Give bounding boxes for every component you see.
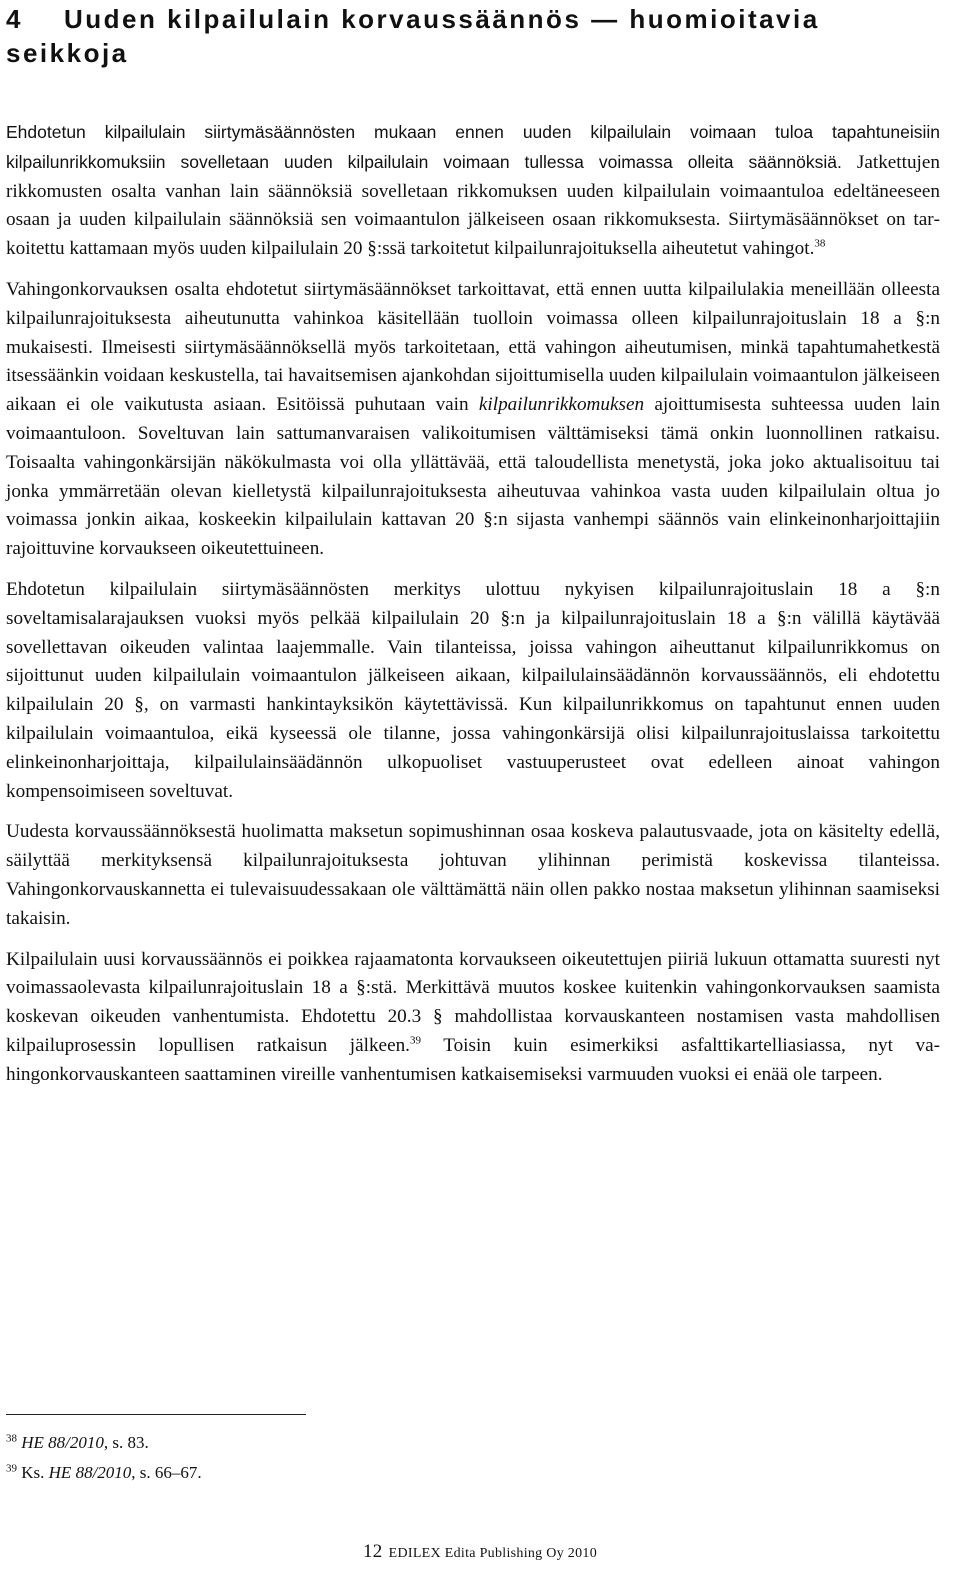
page-footer	[0, 1541, 960, 1563]
paragraph-2-text-start: Vahingonkorvauksen osalta ehdotetut siirtymäsäännökset tarkoittavat, että ennen uutta kilpailulakia meneillään olleesta kilpailunrajoituksesta aiheutunutta vahinkoa käsitellään tuolloin voimassa olleen kilpailunrajoituslain 18 a §:n mukaisesti. Ilmeisesti siirtymäsäännöksellä myös tarkoitetaan, että vahingon aiheutumisen, minkä tapahtumahetkestä itsessäänkin voidaan keskustella, tai havaitsemisen ajankohdan sijoittumisella uuden kilpailulain voimaantulon jälkeiseen aikaan ei ole vaikutusta asiaan. Esitöissä puhutaan vain	[6, 278, 940, 416]
paragraph-5	[6, 946, 940, 1090]
footnote-number: 39	[6, 1462, 17, 1475]
section-number: 4	[6, 4, 23, 34]
paragraph-2-emphasis: kilpailunrikkomuksen	[478, 394, 645, 416]
footnote-ref-38[interactable]: 38	[814, 237, 826, 250]
paragraph-1-sans-text: Ehdotetun kilpailulain siirtymäsäännösten mukaan ennen uuden kilpailulain voimaan tuloa tapahtuneisiin kilpailunrikkomuksiin sovelletaan uuden kilpailulain voimaan tullessa voimassa olleita säännöksiä.	[6, 122, 940, 172]
footnote-text: Ks.	[17, 1463, 49, 1482]
footnote-number: 38	[6, 1432, 17, 1445]
paragraph-2-text-end: ajoittumisesta suhteessa uuden lain voimaantuloon. Soveltuvan lain sattumanvaraisen valikoitumisen välttämiseksi tämä onkin luonnollinen ratkaisu. Toisaalta vahingonkärsijän näkökulmasta voi olla yllättävää, että taloudellista menetystä, joka joko aktualisoituu tai jonka ymmärretään olevan kielletystä kilpailunrajoituksesta aiheutuvaa vahinkoa vasta uuden kilpailulain oltua jo voimassa jonkin aikaa, koskeekin kilpailulain kattavan 20 §:n sijasta vanhempi säännös vain elinkeinonharjoittajiin rajoittuvine korvaukseen oikeutettuineen.	[6, 394, 940, 560]
footnote-divider	[6, 1414, 306, 1415]
paragraph-5-text-start: Kilpailulain uusi korvaussäännös ei poikkea rajaamatonta korvaukseen oikeutettujen piiriä lukuun ottamatta suuresti nyt voimassaolevasta kilpailunrajoituslain 18 a §:stä. Merkittävä muutos koskee kuitenkin vahingonkorvauksen saamista koskevan oikeuden vanhentumista. Ehdotettu 20.3 § mahdollistaa korvauskanteen nostamisen vasta mahdollisen kilpailuprosessin lopullisen ratkaisun jälkeen.	[6, 948, 940, 1056]
footnote-39	[6, 1462, 906, 1484]
section-title: Uuden kilpailulain korvaussäännös — huomioitavia seikkoja	[6, 4, 820, 68]
paragraph-1	[6, 118, 940, 264]
footnote-citation: HE 88/2010	[48, 1463, 132, 1482]
body-text	[6, 118, 940, 1102]
paragraph-5-text-end: Toisin kuin esimerkiksi asfalttikartelliasiassa, nyt vahingonkorvauskanteen saattaminen vireille vanhentumisen katkaisemiseksi varmuuden vuoksi ei enää ole tarpeen.	[6, 1034, 941, 1085]
page-number: 12	[362, 1541, 383, 1562]
footnote-ref-39[interactable]: 39	[409, 1034, 421, 1047]
paragraph-3: Ehdotetun kilpailulain siirtymäsäännösten merkitys ulottuu nykyisen kilpailunrajoituslain 18 a §:n soveltamisalarajauksen vuoksi myös pelkää kilpailulain 20 §:n ja kilpailunrajoituslain 18 a §:n välillä käytävää sovellettavan oikeuden valintaa laajemmalle. Vain tilanteissa, joissa vahingon aiheuttanut kilpailunrikkomus on sijoittunut uuden kilpailulain voimaantulon jälkeiseen aikaan, kilpailulainsäädännön korvaussäännös, eli ehdotettu kilpailulain 20 §, on varmasti hankintayksikön käytettävissä. Kun kilpailunrikkomus on tapahtunut ennen uuden kilpailulain voimaantuloa, eikä kyseessä ole tilanne, jossa vahingonkärsijä olisi kilpailunrajoituslaissa tarkoitettu elinkeinonharjoittaja, kilpailulainsäädännön ulkopuoliset vastuuperusteet ovat edelleen ainoat vahingon kompensoimiseen soveltuvat.	[6, 578, 940, 802]
footnote-text: , s. 83.	[103, 1433, 149, 1452]
footnote-38	[6, 1432, 906, 1454]
section-heading	[6, 2, 936, 70]
paragraph-1-text: Jatkettujen rikkomusten osalta vanhan lain säännöksiä sovelletaan rikkomuksen uuden kilpailulain voimaantuloa edeltäneeseen osaan ja uuden kilpailulain säännöksiä sen voimaantulon jälkeiseen osaan rikkomuksesta. Siirtymäsäännökset on tarkoitettu kattamaan myös uuden kilpailulain 20 §:ssä tarkoitetut kilpailunrajoituksella aiheutetut vahingot.	[6, 151, 940, 260]
footnotes	[6, 1432, 906, 1492]
paragraph-2	[6, 276, 940, 564]
footnote-citation: HE 88/2010	[21, 1433, 104, 1452]
footnote-text: , s. 66–67.	[131, 1463, 202, 1482]
paragraph-4: Uudesta korvaussäännöksestä huolimatta maksetun sopimushinnan osaa koskeva palautusvaade, jota on käsitelty edellä, säilyttää merkityksensä kilpailunrajoituksesta johtuvan ylihinnan perimistä koskevissa tilanteissa. Vahingonkorvauskannetta ei tulevaisuudessakaan ole välttämättä näin ollen pakko nostaa maksetun ylihinnan saamiseksi takaisin.	[6, 821, 940, 929]
publisher-credit: EDILEX Edita Publishing Oy 2010	[388, 1546, 597, 1561]
